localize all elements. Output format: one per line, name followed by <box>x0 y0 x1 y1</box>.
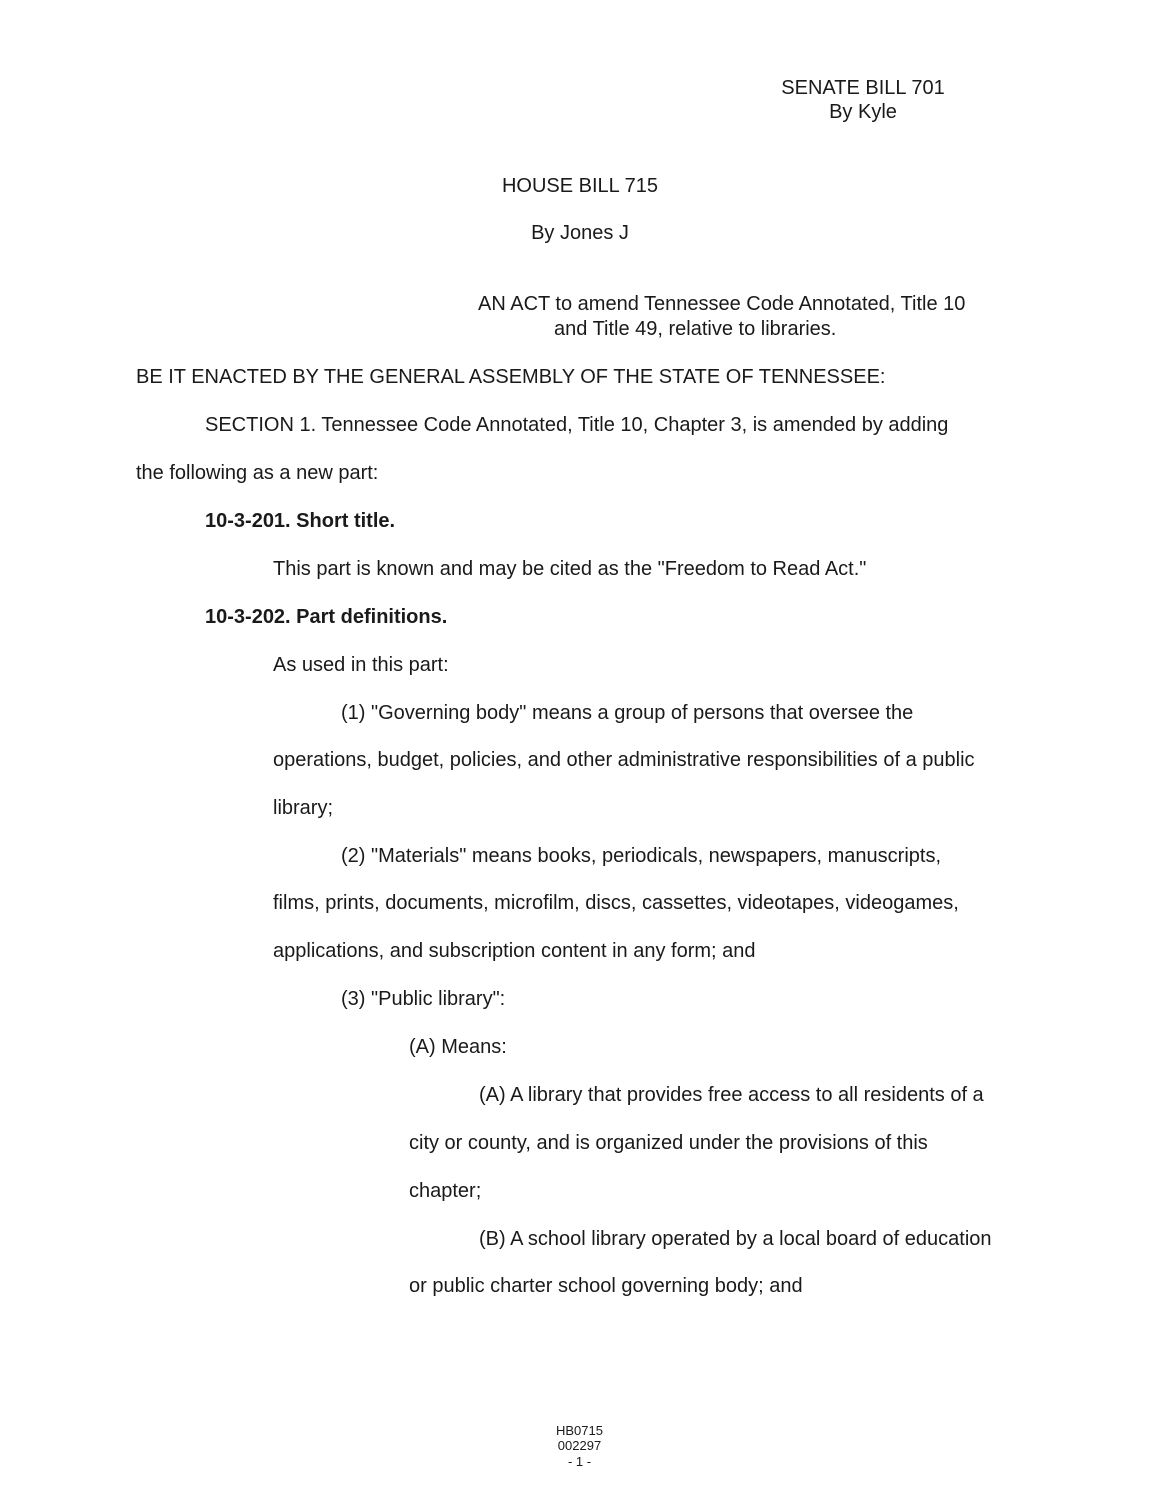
section-201-heading: 10-3-201. Short title. <box>205 510 396 532</box>
section-1-line-1: SECTION 1. Tennessee Code Annotated, Title 10, Chapter 3, is amended by adding <box>205 414 949 436</box>
senate-bill-number: SENATE BILL 701 <box>781 77 945 99</box>
definition-3: (3) "Public library": <box>341 988 506 1010</box>
section-202-heading: 10-3-202. Part definitions. <box>205 606 448 628</box>
definition-3-a-a-line-1: (A) A library that provides free access to all residents of a <box>479 1084 984 1106</box>
definition-2-line-1: (2) "Materials" means books, periodicals, newspapers, manuscripts, <box>341 845 941 867</box>
definition-3-a-b-line-1: (B) A school library operated by a local board of education <box>479 1228 992 1250</box>
definition-3-a-b-line-2: or public charter school governing body; and <box>409 1275 803 1297</box>
act-title-line-1: AN ACT to amend Tennessee Code Annotated, Title 10 <box>478 293 966 315</box>
section-202-intro: As used in this part: <box>273 654 449 676</box>
enacting-clause: BE IT ENACTED BY THE GENERAL ASSEMBLY OF THE STATE OF TENNESSEE: <box>136 366 886 388</box>
definition-3-a-a-line-2: city or county, and is organized under the provisions of this <box>409 1132 928 1154</box>
definition-3-a-a-line-3: chapter; <box>409 1180 482 1202</box>
definition-2-line-2: films, prints, documents, microfilm, discs, cassettes, videotapes, videogames, <box>273 892 959 914</box>
footer-page-number: - 1 - <box>567 1454 592 1469</box>
definition-1-line-3: library; <box>273 797 334 819</box>
definition-1-line-1: (1) "Governing body" means a group of persons that oversee the <box>341 702 914 724</box>
footer-document-number: 002297 <box>557 1438 602 1453</box>
definition-2-line-3: applications, and subscription content in any form; and <box>273 940 756 962</box>
senate-bill-sponsor: By Kyle <box>829 101 897 123</box>
section-201-text: This part is known and may be cited as the "Freedom to Read Act." <box>273 558 867 580</box>
act-title-line-2: and Title 49, relative to libraries. <box>554 318 837 340</box>
house-bill-number: HOUSE BILL 715 <box>501 175 658 197</box>
definition-1-line-2: operations, budget, policies, and other administrative responsibilities of a public <box>273 749 975 771</box>
house-bill-sponsor: By Jones J <box>531 222 629 244</box>
footer-bill-code: HB0715 <box>556 1423 603 1438</box>
section-1-line-2: the following as a new part: <box>136 462 379 484</box>
definition-3-subsection-a: (A) Means: <box>409 1036 507 1058</box>
